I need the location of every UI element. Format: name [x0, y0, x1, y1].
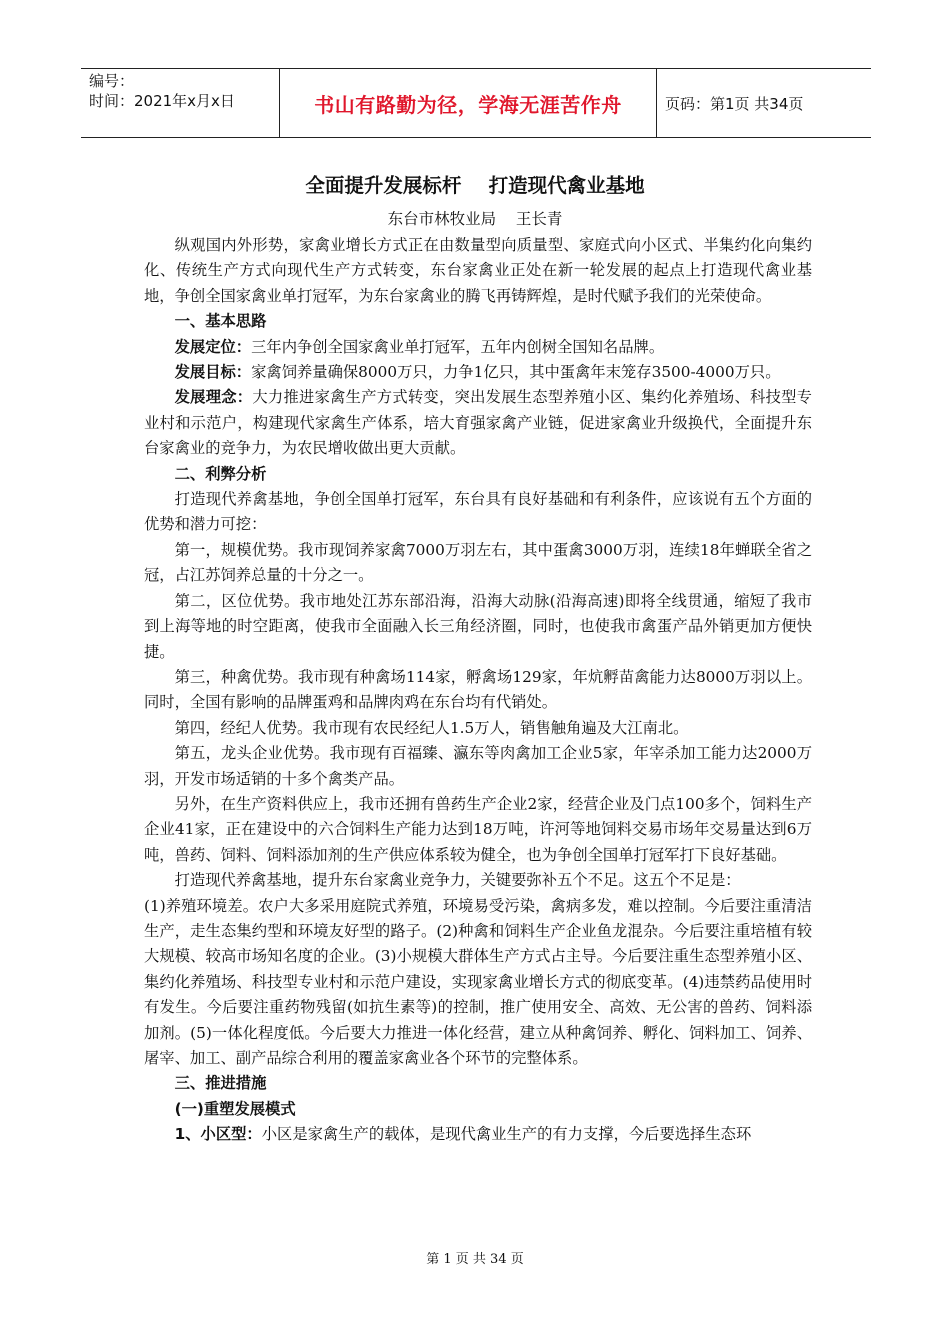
paragraph-goal	[144, 360, 812, 385]
paragraph-shortcomings: (1)养殖环境差。农户大多采用庭院式养殖，环境易受污染，禽病多发，难以控制。今后要注重清洁生产，走生态集约型和环境友好型的路子。(2)种禽和饲料生产企业鱼龙混杂。今后要注重培植有较大规模、较高市场知名度的企业。(3)小规模大群体生产方式占主导。今后要注重生态型养殖小区、集约化养殖场、科技型专业村和示范户建设，实现家禽业增长方式的彻底变革。(4)违禁药品使用时有发生。今后要注重药物残留(如抗生素等)的控制，推广使用安全、高效、无公害的兽药、饲料添加剂。(5)一体化程度低。今后要大力推进一体化经营，建立从种禽饲养、孵化、饲料加工、饲养、屠宰、加工、副产品综合利用的覆盖家禽业各个环节的完整体系。	[144, 896, 812, 1067]
paragraph-advantage-1: 第一，规模优势。我市现饲养家禽7000万羽左右，其中蛋禽3000万羽，连续18年蝉联全省之冠，占江苏饲养总量的十分之一。	[144, 540, 812, 585]
paragraph-advantage-3: 第三，种禽优势。我市现有种禽场114家，孵禽场129家，年炕孵苗禽能力达8000万羽以上。同时，全国有影响的品牌蛋鸡和品牌肉鸡在东台均有代销处。	[144, 667, 812, 712]
subsection-heading-1: (一)重塑发展模式	[174, 1099, 296, 1118]
text-positioning: 三年内争创全国家禽业单打冠军，五年内创树全国知名品牌。	[251, 337, 665, 356]
label-positioning: 发展定位：	[174, 337, 252, 356]
section-heading-3: 三、推进措施	[174, 1074, 267, 1093]
header-page-cell	[657, 69, 871, 137]
paragraph-concept	[144, 385, 812, 461]
document-body	[144, 233, 812, 1148]
motto: 书山有路勤为径，学海无涯苦作舟	[314, 92, 622, 117]
author-line: 东台市林牧业局 王长青	[387, 210, 563, 228]
paragraph-advantage-4: 第四，经纪人优势。我市现有农民经纪人1.5万人，销售触角遍及大江南北。	[174, 718, 689, 737]
page-label: 页码：第1页 共34页	[665, 94, 804, 113]
number-label: 编号：	[89, 72, 135, 90]
section-heading-2: 二、利弊分析	[174, 464, 267, 483]
paragraph-supply: 另外，在生产资料供应上，我市还拥有兽药生产企业2家，经营企业及门点100多个，饲料生产企业41家，正在建设中的六合饲料生产能力达到18万吨，许河等地饲料交易市场年交易量达到6万吨，兽药、饲料、饲料添加剂的生产供应体系较为健全，也为争创全国单打冠军打下良好基础。	[144, 794, 812, 864]
text-goal: 家禽饲养量确保8000万只，力争1亿只，其中蛋禽年末笼存3500-4000万只。	[251, 363, 781, 382]
paragraph-advantage-5: 第五，龙头企业优势。我市现有百福臻、瀛东等肉禽加工企业5家，年宰杀加工能力达2000万羽，开发市场适销的十多个禽类产品。	[144, 744, 812, 788]
section-heading-1: 一、基本思路	[174, 312, 267, 331]
paragraph-shortcomings-intro: 打造现代养禽基地，提升东台家禽业竞争力，关键要弥补五个不足。这五个不足是：	[174, 871, 741, 890]
page-header	[81, 68, 871, 138]
date-label: 时间：2021年x月x日	[89, 92, 235, 110]
header-meta	[81, 69, 280, 137]
text-community: 小区是家禽生产的载体，是现代禽业生产的有力支撑，今后要选择生态环	[261, 1125, 752, 1144]
paragraph-advantage-2: 第二，区位优势。我市地处江苏东部沿海，沿海大动脉(沿海高速)即将全线贯通，缩短了我市到上海等地的时空距离，使我市全面融入长三角经济圈，同时，也使我市禽蛋产品外销更加方便快捷。	[144, 591, 812, 661]
label-goal: 发展目标：	[174, 363, 252, 382]
header-motto-cell	[280, 69, 657, 137]
page-footer: 第 1 页 共 34 页	[426, 1252, 524, 1267]
text-concept: 大力推进家禽生产方式转变，突出发展生态型养殖小区、集约化养殖场、科技型专业村和示范户，构建现代家禽生产体系，培大育强家禽产业链，促进家禽业升级换代，全面提升东台家禽业的竞争力，为农民增收做出更大贡献。	[144, 388, 812, 458]
intro-paragraph: 纵观国内外形势，家禽业增长方式正在由数量型向质量型、家庭式向小区式、半集约化向集约化、传统生产方式向现代生产方式转变，东台家禽业正处在新一轮发展的起点上打造现代禽业基地，争创全国家禽业单打冠军，为东台家禽业的腾飞再铸辉煌，是时代赋予我们的光荣使命。	[144, 236, 812, 305]
paragraph-positioning	[144, 335, 812, 360]
label-community: 1、小区型：	[174, 1125, 262, 1144]
label-concept: 发展理念：	[174, 388, 253, 407]
paragraph-overview: 打造现代养禽基地，争创全国单打冠军，东台具有良好基础和有利条件，应该说有五个方面的优势和潜力可挖：	[144, 490, 812, 534]
paragraph-community	[144, 1122, 812, 1147]
document-title: 全面提升发展标杆 打造现代禽业基地	[305, 174, 645, 197]
